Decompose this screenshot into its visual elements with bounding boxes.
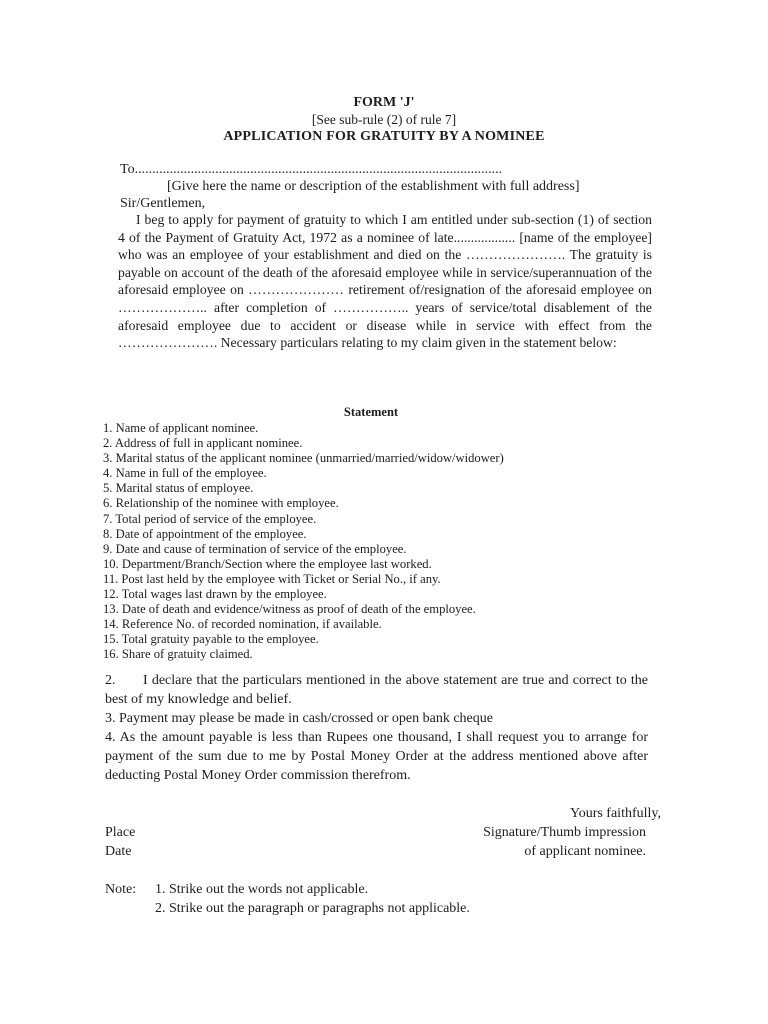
statement-item: 7. Total period of service of the employee. [103,511,317,526]
declarations [105,671,648,785]
note-item: 1. Strike out the words not applicable. [155,882,369,897]
statement-item: 16. Share of gratuity claimed. [103,647,253,662]
to-address-line: To......................................................................................................... [120,162,503,177]
date-label: Date [105,844,132,859]
declaration-number: 2. [105,673,116,688]
note-row [105,899,470,918]
statement-item: 15. Total gratuity payable to the employee. [103,632,319,647]
statement-item: 5. Marital status of employee. [103,481,254,496]
closing: Yours faithfully, [569,806,661,821]
statement-item: 12. Total wages last drawn by the employee. [103,587,327,602]
note-row [105,880,470,899]
declaration-paragraph-4: 4. As the amount payable is less than Rupees one thousand, I shall request you to arrange for payment of the sum due to me by Postal Money Order at the address mentioned above after deducting Postal Money Order commission therefrom. [105,730,648,783]
notes [105,880,470,918]
form-header [0,94,768,146]
applicant-nominee-label: of applicant nominee. [524,844,646,859]
place-label: Place [105,825,136,840]
statement-item: 9. Date and cause of termination of service of the employee. [103,541,407,556]
statement-item: 3. Marital status of the applicant nominee (unmarried/married/widow/widower) [103,451,504,466]
statement-list [103,421,504,663]
statement-item: 1. Name of applicant nominee. [103,421,259,435]
statement-item: 11. Post last held by the employee with Ticket or Serial No., if any. [103,571,441,586]
sub-rule-reference: [See sub-rule (2) of rule 7] [311,112,457,127]
declaration-paragraph-2 [105,671,648,709]
salutation: Sir/Gentlemen, [120,196,206,211]
statement-item: 10. Department/Branch/Section where the employee last worked. [103,556,432,571]
form-heading: APPLICATION FOR GRATUITY BY A NOMINEE [223,129,545,144]
statement-title: Statement [343,405,399,419]
declaration-text: I declare that the particulars mentioned in the above statement are true and correct to the best of my knowledge and belief. [105,673,648,707]
statement-item: 6. Relationship of the nominee with employee. [103,496,339,511]
statement-item: 14. Reference No. of recorded nomination, if available. [103,617,382,632]
note-label: Note: [105,882,137,897]
form-title: FORM 'J' [353,95,415,110]
application-paragraph: I beg to apply for payment of gratuity to which I am entitled under sub-section (1) of section 4 of the Payment of Gratuity Act, 1972 as a nominee of late.................. [name of the employee] who was an employee of your establishment and died on the …………………. The gratuity is payable on account of the death of the aforesaid employee while in service/superannuation of the aforesaid employee on ………………… retirement of/resignation of the aforesaid employee on ……………….. after completion of …………….. years of service/total disablement of the aforesaid employee due to accident or disease while in service with effect from the …………………. Necessary particulars relating to my claim given in the statement below: [118,212,652,351]
address-instruction: [Give here the name or description of the establishment with full address] [167,179,580,194]
statement-item: 4. Name in full of the employee. [103,466,267,481]
statement-item: 13. Date of death and evidence/witness as proof of death of the employee. [103,602,476,617]
note-item: 2. Strike out the paragraph or paragraphs not applicable. [155,901,470,916]
statement-item: 8. Date of appointment of the employee. [103,526,307,541]
declaration-paragraph-3: 3. Payment may please be made in cash/crossed or open bank cheque [105,711,493,726]
signature-label: Signature/Thumb impression [483,825,646,840]
statement-item: 2. Address of full in applicant nominee. [103,436,303,451]
